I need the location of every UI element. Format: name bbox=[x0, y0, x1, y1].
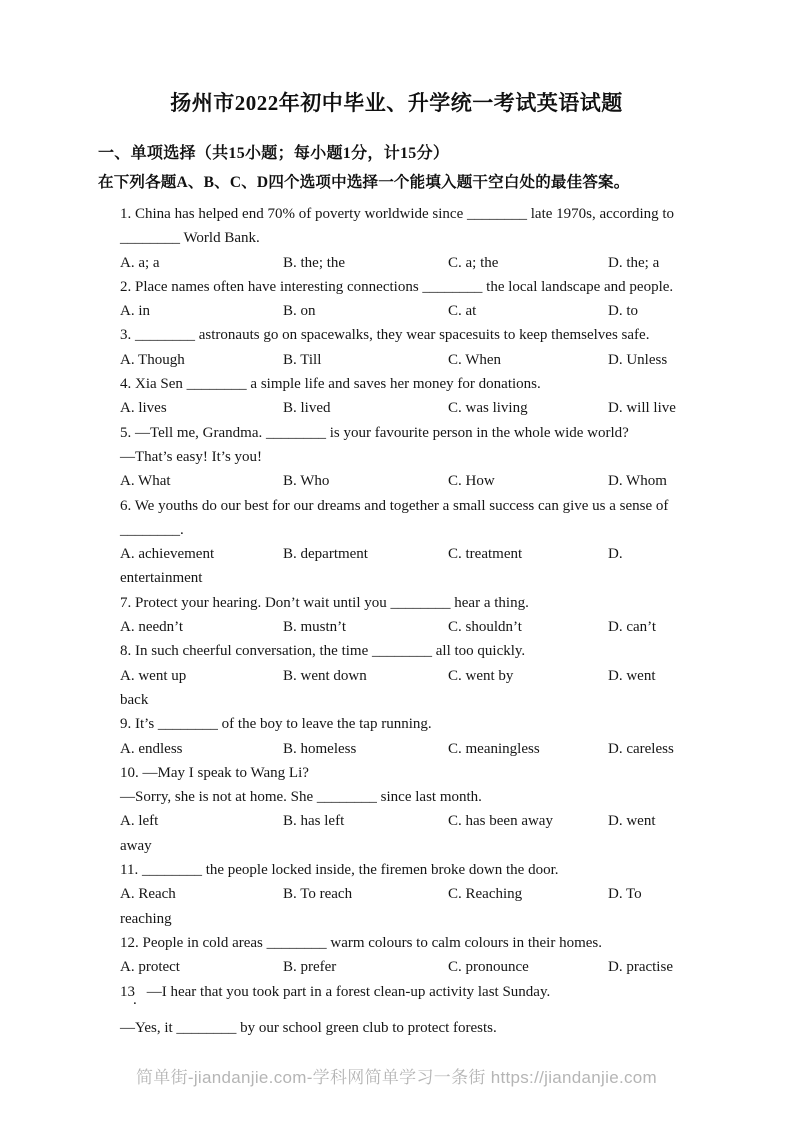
question-4-option-d: D. will live bbox=[608, 400, 676, 417]
question-5-option-b: B. Who bbox=[283, 473, 330, 490]
question-11-option-a: A. Reach bbox=[120, 886, 176, 903]
question-8-stem-line-1: 8. In such cheerful conversation, the time ________ all too quickly. bbox=[120, 643, 526, 660]
question-2-options bbox=[120, 299, 683, 323]
question-8-option-b: B. went down bbox=[283, 667, 367, 684]
question-13-number: 13 bbox=[120, 983, 135, 1000]
question-9-option-d: D. careless bbox=[608, 740, 674, 757]
question-2-option-b: B. on bbox=[283, 303, 316, 320]
question-1-stem-line-1: 1. China has helped end 70% of poverty worldwide since ________ late 1970s, according to bbox=[120, 206, 675, 222]
question-7-option-b: B. mustn’t bbox=[283, 619, 347, 636]
question-7-options bbox=[120, 615, 683, 639]
question-6-option-b: B. department bbox=[283, 546, 368, 563]
question-12-options bbox=[120, 955, 683, 979]
question-3-option-a: A. Though bbox=[120, 351, 185, 368]
question-6-option-c: C. treatment bbox=[448, 546, 523, 563]
question-10-options bbox=[120, 809, 683, 833]
question-2-option-a: A. in bbox=[120, 303, 150, 320]
question-1-options bbox=[120, 251, 683, 275]
question-5-options bbox=[120, 469, 683, 493]
question-11-option-c: C. Reaching bbox=[448, 886, 523, 903]
question-4-option-b: B. lived bbox=[283, 400, 331, 417]
question-10-option-d-overflow: away bbox=[120, 837, 152, 854]
question-1-option-d: D. the; a bbox=[608, 254, 660, 271]
question-10-option-c: C. has been away bbox=[448, 813, 553, 830]
question-4-stem-line-1: 4. Xia Sen ________ a simple life and saves her money for donations. bbox=[120, 376, 541, 393]
question-10-stem-line-2: —Sorry, she is not at home. She ________ since last month. bbox=[120, 789, 482, 806]
question-4-option-a: A. lives bbox=[120, 400, 167, 417]
question-12-option-b: B. prefer bbox=[283, 959, 337, 976]
question-8-options bbox=[120, 664, 683, 688]
question-11-options bbox=[120, 882, 683, 906]
question-10-stem-line-1: 10. —May I speak to Wang Li? bbox=[120, 764, 309, 781]
section-heading: 一、单项选择（共15小题；每小题1分，计15分） bbox=[98, 145, 450, 162]
question-5-option-d: D. Whom bbox=[608, 473, 667, 490]
question-3-stem-line-1: 3. ________ astronauts go on spacewalks, they wear spacesuits to keep themselves safe. bbox=[120, 327, 650, 344]
question-1-option-c: C. a; the bbox=[448, 254, 499, 271]
question-7-option-d: D. can’t bbox=[608, 619, 657, 636]
question-2-option-c: C. at bbox=[448, 303, 477, 320]
question-11-option-d-overflow: reaching bbox=[120, 910, 172, 927]
question-6-stem-line-2: ________. bbox=[120, 521, 184, 538]
question-6-options bbox=[120, 542, 683, 566]
question-9-option-a: A. endless bbox=[120, 740, 183, 757]
question-7-stem-line-1: 7. Protect your hearing. Don’t wait until you ________ hear a thing. bbox=[120, 594, 529, 611]
questions-block bbox=[0, 202, 793, 1040]
question-9-option-c: C. meaningless bbox=[448, 740, 540, 757]
question-12-option-c: C. pronounce bbox=[448, 959, 529, 976]
question-3-option-d: D. Unless bbox=[608, 351, 668, 368]
question-11-option-b: B. To reach bbox=[283, 886, 353, 903]
question-3-option-c: C. When bbox=[448, 351, 502, 368]
question-8-option-d: D. went bbox=[608, 667, 656, 684]
question-2-stem-line-1: 2. Place names often have interesting connections ________ the local landscape and people. bbox=[120, 278, 674, 295]
question-8-option-d-overflow: back bbox=[120, 691, 149, 708]
question-7-option-c: C. shouldn’t bbox=[448, 619, 522, 636]
question-12-option-d: D. practise bbox=[608, 959, 673, 976]
question-4-options bbox=[120, 396, 683, 420]
question-10-option-a: A. left bbox=[120, 813, 159, 830]
question-13-stem-line-1 bbox=[120, 980, 683, 1008]
question-6-stem-line-1: 6. We youths do our best for our dreams and together a small success can give us a sense of bbox=[120, 497, 669, 514]
question-4-option-c: C. was living bbox=[448, 400, 528, 417]
question-5-stem-line-1: 5. —Tell me, Grandma. ________ is your favourite person in the whole wide world? bbox=[120, 424, 629, 441]
question-11-option-d: D. To bbox=[608, 886, 642, 903]
question-5-option-c: C. How bbox=[448, 473, 495, 490]
question-5-option-a: A. What bbox=[120, 473, 171, 490]
question-12-stem-line-1: 12. People in cold areas ________ warm colours to calm colours in their homes. bbox=[120, 934, 602, 951]
question-1-option-a: A. a; a bbox=[120, 254, 160, 271]
question-1-option-b: B. the; the bbox=[283, 254, 346, 271]
question-13-stem-text: —I hear that you took part in a forest clean-up activity last Sunday. bbox=[146, 983, 551, 1000]
question-9-option-b: B. homeless bbox=[283, 740, 357, 757]
question-6-option-d: D. bbox=[608, 546, 623, 563]
question-1-stem-line-2: ________ World Bank. bbox=[120, 230, 260, 247]
question-8-option-a: A. went up bbox=[120, 667, 187, 684]
question-3-options bbox=[120, 348, 683, 372]
question-11-stem-line-1: 11. ________ the people locked inside, the firemen broke down the door. bbox=[120, 862, 559, 879]
question-13-stem-line-2: —Yes, it ________ by our school green club to protect forests. bbox=[120, 1019, 497, 1036]
question-13-dropped-period: . bbox=[133, 991, 137, 1008]
question-2-option-d: D. to bbox=[608, 303, 638, 320]
page-title: 扬州市2022年初中毕业、升学统一考试英语试题 bbox=[170, 91, 623, 115]
question-5-stem-line-2: —That’s easy! It’s you! bbox=[120, 448, 263, 465]
question-9-stem-line-1: 9. It’s ________ of the boy to leave the tap running. bbox=[120, 716, 432, 733]
section-instruction: 在下列各题A、B、C、D四个选项中选择一个能填入题干空白处的最佳答案。 bbox=[98, 174, 630, 191]
question-10-option-d: D. went bbox=[608, 813, 656, 830]
question-12-option-a: A. protect bbox=[120, 959, 180, 976]
question-10-option-b: B. has left bbox=[283, 813, 345, 830]
question-6-option-d-overflow: entertainment bbox=[120, 570, 203, 587]
question-8-option-c: C. went by bbox=[448, 667, 514, 684]
watermark-footer: 简单街-jiandanjie.com-学科网简单学习一条街 https://jiandanjie.com bbox=[135, 1068, 658, 1087]
question-6-option-a: A. achievement bbox=[120, 546, 215, 563]
question-3-option-b: B. Till bbox=[283, 351, 322, 368]
question-9-options bbox=[120, 737, 683, 761]
question-7-option-a: A. needn’t bbox=[120, 619, 184, 636]
